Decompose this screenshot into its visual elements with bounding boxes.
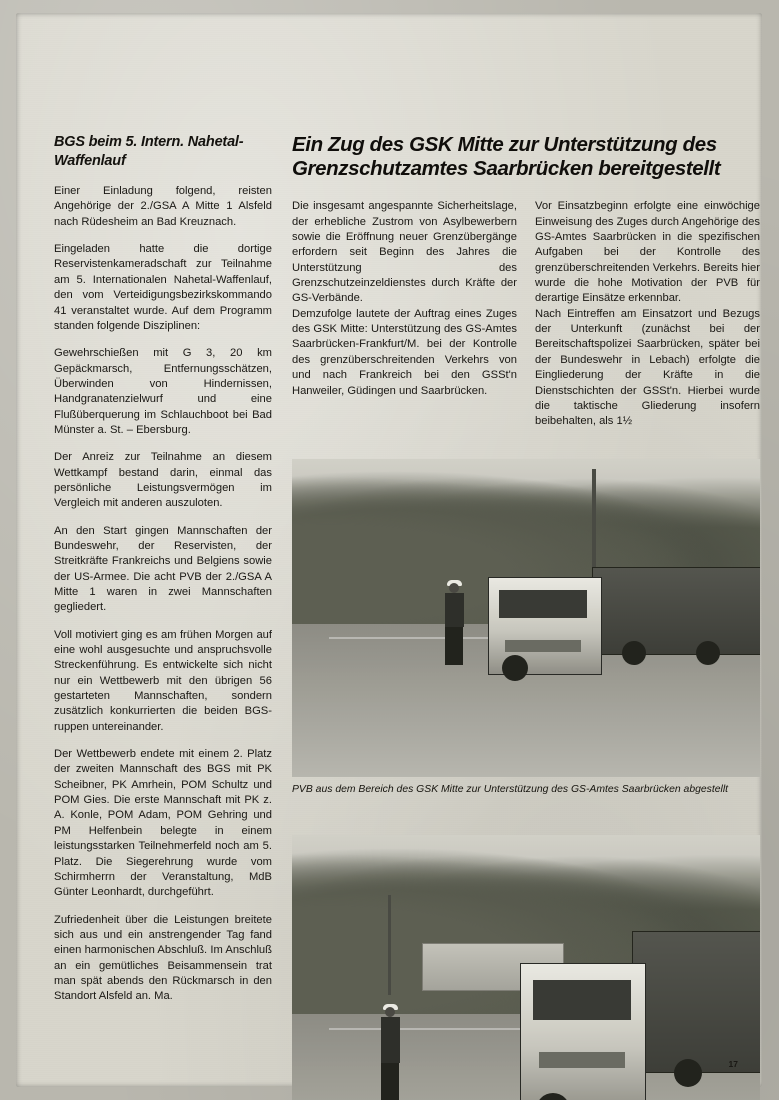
photo-truck-grille (539, 1052, 625, 1068)
photo-officer-figure (378, 1007, 402, 1100)
page-content (54, 133, 760, 1063)
photo-officer-head (449, 583, 459, 593)
photo-truck-wheel (696, 641, 720, 665)
article-right (292, 133, 760, 430)
photo-officer-torso (445, 593, 464, 627)
article-left-paragraph: Der Wettbewerb endete mit einem 2. Platz der zweiten Mannschaft des BGS mit PK Scheibner, PK Amrhein, POM Schultz und POM Gies. Die erste Mannschaft mit PK z. A. Konle, POM Adam, POM Gehring und PM Helfenbein belegte in einem leistungsstarken Teilnehmerfeld noch am 5. Platz. Die Siegerehrung wurde vom Schirmherrn der Veranstaltung, MdB Günter Leonhardt, durchgeführt. (54, 748, 272, 899)
photo-truck-wheel (622, 641, 646, 665)
article-right-column-right (535, 199, 760, 429)
article-left-paragraph: Einer Einladung folgend, reisten Angehörige der 2./GSA A Mitte 1 Alsfeld nach Rüdesheim an Bad Kreuznach. (54, 185, 272, 228)
article-left-paragraph: Voll motiviert ging es am frühen Morgen auf eine wohl ausgesuchte und anspruchsvolle Streckenführung. Es entwickelte sich nicht nur ein Wettbewerb mit den übrigen 56 gestarteten Mannschaften, sondern zusätzlich konkurrierten die beiden BGS-ruppen untereinander. (54, 628, 272, 733)
article-left-paragraph: Eingeladen hatte die dortige Reservistenkameradschaft zur Teilnahme am 5. Internationalen Nahetal-Waffenlauf, den vom Verteidigungsbezirkskommando 41 veranstaltet wurde. Auf dem Programm standen folgende Disziplinen: (54, 243, 272, 332)
article-right-paragraph: Die insgesamt angespannte Sicherheitslage, der erhebliche Zustrom von Asylbewerbern sowie die Eröffnung neuer Grenzübergänge erfordern seit Beginn des Jahres die Unterstützung des Grenzschutzeinzeldienstes durch Kräfte der GS-Verbände. (292, 200, 517, 305)
article-left (54, 133, 272, 1017)
article-right-paragraph: Demzufolge lautete der Auftrag eines Zuges des GSK Mitte: Unterstützung des GS-Amtes Saarbrücken-Frankfurt/M. bei der Kontrolle des grenzüberschreitenden Verkehrs von und nach Frankreich bei den GSSt'n Hanweiler, Güdingen und Saarbrücken. (292, 307, 517, 397)
photo-mast (388, 895, 391, 995)
magazine-page (16, 13, 762, 1087)
article-right-column-left (292, 199, 517, 429)
photo-officer-head (385, 1007, 395, 1017)
photo-truck-wheel (502, 655, 528, 681)
photo-officer-legs (381, 1063, 399, 1100)
photo-truck-grille (505, 640, 581, 652)
photo-truck-wheel (674, 1059, 702, 1087)
photo-truck-trailer (592, 567, 760, 655)
article-left-headline: BGS beim 5. Intern. Nahetal-Waffenlauf (54, 134, 244, 169)
photo-truck-trailer (632, 931, 760, 1073)
article-right-paragraph: Vor Einsatzbeginn erfolgte eine einwöchige Einweisung des Zuges durch Angehörige des GS-Amtes Saarbrücken in die spezifischen Aufgaben bei der Kontrolle des grenzüberschreitenden Verkehrs. Bereits hier wurde die hohe Motivation der PVB für derartige Einsätze erkennbar. (535, 200, 760, 305)
article-right-paragraph: Nach Eintreffen am Einsatzort und Bezugs der Unterkunft (zunächst bei der Bereitschaftspolizei Saarbrücken, später bei der Bundeswehr in Lebach) erfolgte die Eingliederung der Kräfte in die Dienstschichten der GSSt'n. Hierbei wurde die taktische Gliederung insofern beibehalten, als 1½ (535, 307, 760, 428)
photo-officer-figure (442, 583, 466, 669)
article-left-paragraph: An den Start gingen Mannschaften der Bundeswehr, der Reservisten, der Streitkräfte Frankreichs und Belgiens sowie der US-Armee. Die acht PVB der 2./GSA A Mitte 1 waren in zwei Mannschaften gegliedert. (54, 524, 272, 614)
photo-caption: PVB aus dem Bereich des GSK Mitte zur Unterstützung des GS-Amtes Saarbrücken abgestellt (292, 784, 729, 795)
article-left-paragraph: Gewehrschießen mit G 3, 20 km Gepäckmarsch, Entfernungsschätzen, Überwinden von Hindernissen, Handgranatenzielwurf und eine Flußüberquerung im Schlauchboot bei Bad Münster a. St. – Ebersburg. (54, 347, 272, 436)
photo-officer-torso (381, 1017, 400, 1063)
page-number: 17 (728, 1059, 738, 1069)
article-left-paragraph: Der Anreiz zur Teilnahme an diesem Wettkampf bestand darin, einmal das persönliche Leistungsvermögen im Vergleich mit anderen auszuloten. (54, 451, 272, 510)
article-right-headline: Ein Zug des GSK Mitte zur Unterstützung des Grenzschutzamtes Saarbrücken bereitgestellt (292, 133, 721, 181)
photo-truck-windshield (499, 590, 587, 618)
photo-truck-cab (520, 963, 646, 1100)
photo-officer-legs (445, 627, 463, 665)
article-left-paragraph: Zufriedenheit über die Leistungen breitete sich aus und ein anstrengender Tag fand einen harmonischen Abschluß. Im Anschluß an ein gemütliches Beisammensein trat man spät abends den Rückmarsch in den Standort Alsfeld an. Ma. (54, 913, 272, 1003)
photo-truck-checkpoint-bottom (292, 835, 760, 1100)
photo-truck-windshield (533, 980, 631, 1020)
article-right-columns (292, 199, 760, 429)
photo-truck-checkpoint-top (292, 459, 760, 777)
